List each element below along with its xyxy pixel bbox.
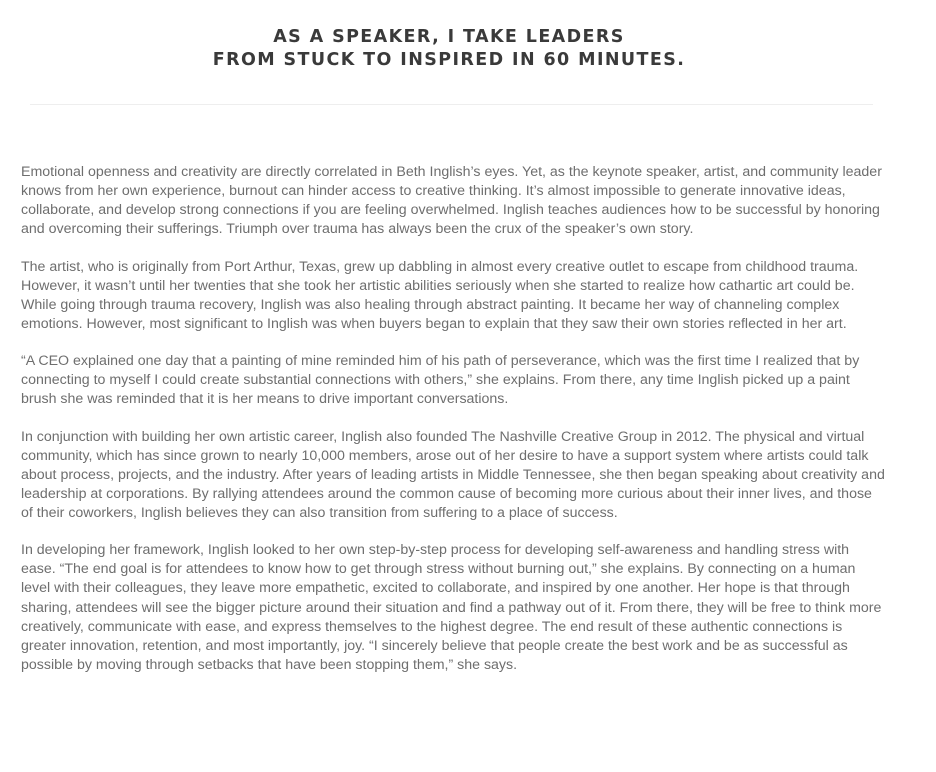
paragraph-1: Emotional openness and creativity are directly correlated in Beth Inglish’s eyes. Yet, as the keynote speaker, artist, and community leader knows from her own experience, burnout can hinder access to creative thinking. It’s almost impossible to generate innovative ideas, collaborate, and develop strong connections if you are feeling overwhelmed. Inglish teaches audiences how to be successful by honoring and overcoming their sufferings. Triumph over trauma has always been the crux of the speaker’s own story. [21, 164, 882, 238]
page-heading [0, 26, 898, 72]
heading-line-1: AS A SPEAKER, I TAKE LEADERS [273, 27, 625, 47]
paragraph-4: In conjunction with building her own artistic career, Inglish also founded The Nashville Creative Group in 2012. The physical and virtual community, which has since grown to nearly 10,000 members, arose out of her desire to have a support system where artists could talk about process, projects, and the industry. After years of leading artists in Middle Tennessee, she then began speaking about creativity and leadership at corporations. By rallying attendees around the common cause of becoming more curious about their inner lives, and those of their coworkers, Inglish believes they can also transition from suffering to a place of success. [21, 428, 885, 521]
divider [30, 104, 873, 105]
paragraph-5: In developing her framework, Inglish looked to her own step-by-step process for developing self-awareness and handling stress with ease. “The end goal is for attendees to know how to get through stress without burning out,” she explains. By connecting on a human level with their colleagues, they leave more empathetic, excited to collaborate, and inspired by one another. Her hope is that through sharing, attendees will see the bigger picture around their situation and find a pathway out of it. From there, they will be free to think more creatively, communicate with ease, and express themselves to the highest degree. The end result of these authentic connections is greater innovation, retention, and most importantly, joy. “I sincerely believe that people create the best work and be as successful as possible by moving through setbacks that have been stopping them,” she says. [21, 542, 882, 673]
article-body [21, 163, 887, 693]
heading-line-2: FROM STUCK TO INSPIRED IN 60 MINUTES. [212, 50, 686, 70]
paragraph-3: “A CEO explained one day that a painting of mine reminded him of his path of perseverance, which was the first time I realized that by connecting to myself I could create substantial connections with others,” she explains. From there, any time Inglish picked up a paint brush she was reminded that it is her means to drive important conversations. [21, 353, 860, 408]
paragraph-2: The artist, who is originally from Port Arthur, Texas, grew up dabbling in almost every creative outlet to escape from childhood trauma. However, it wasn’t until her twenties that she took her artistic abilities seriously when she started to realize how cathartic art could be. While going through trauma recovery, Inglish was also healing through abstract painting. It became her way of channeling complex emotions. However, most significant to Inglish was when buyers began to explain that they saw their own stories reflected in her art. [21, 258, 859, 332]
